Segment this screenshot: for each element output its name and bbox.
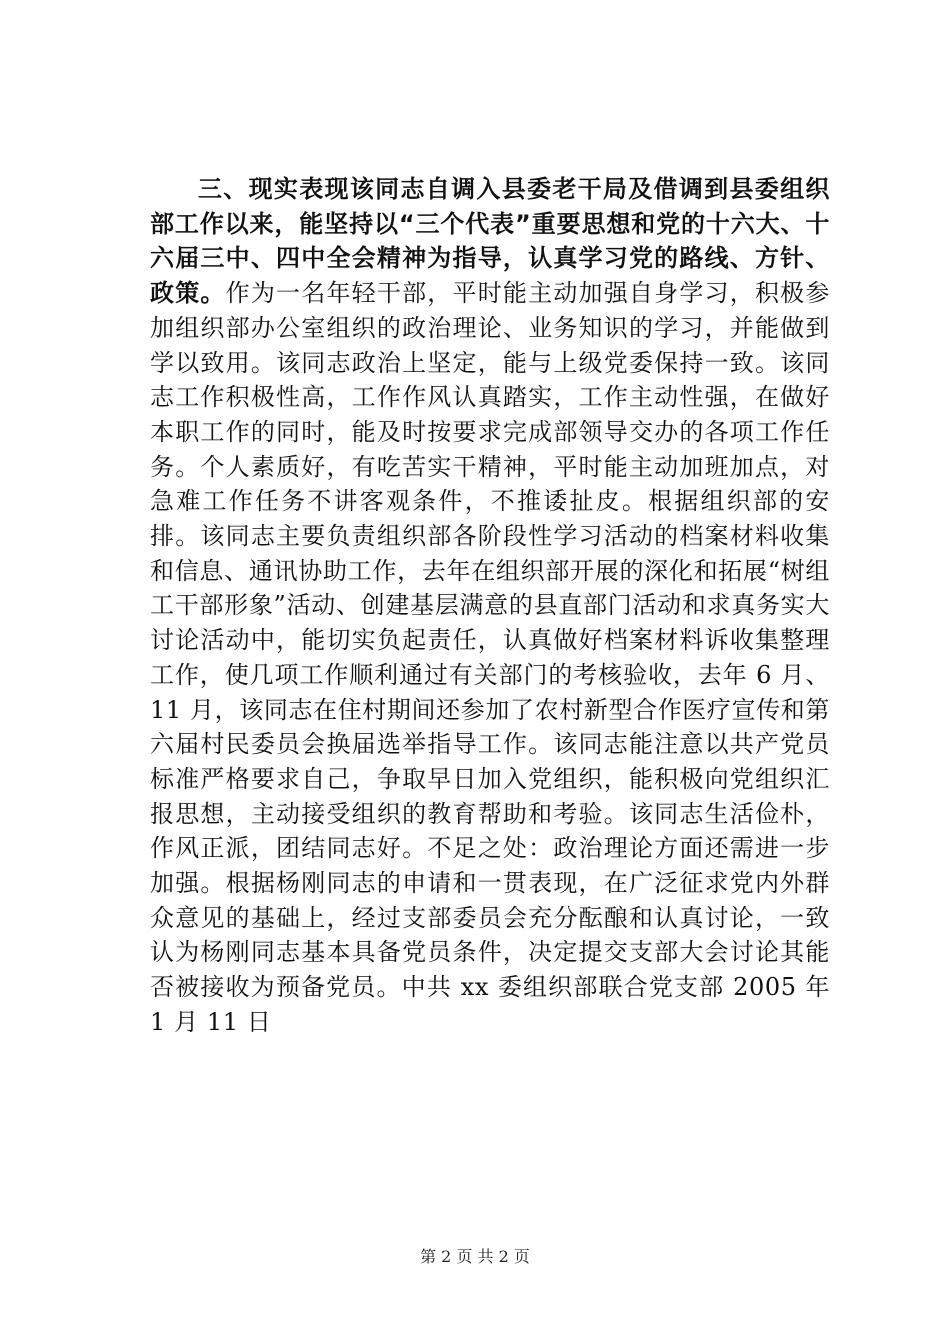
body-paragraph [150,172,830,1040]
paragraph-body: 作为一名年轻干部，平时能主动加强自身学习，积极参加组织部办公室组织的政治理论、业务知识的学习，并能做到学以致用。该同志政治上坚定，能与上级党委保持一致。该同志工作积极性高，工作作风认真踏实，工作主动性强，在做好本职工作的同时，能及时按要求完成部领导交办的各项工作任务。个人素质好，有吃苦实干精神，平时能主动加班加点，对急难工作任务不讲客观条件，不推诿扯皮。根据组织部的安排。该同志主要负责组织部各阶段性学习活动的档案材料收集和信息、通讯协助工作，去年在组织部开展的深化和拓展“树组工干部形象”活动、创建基层满意的县直部门活动和求真务实大讨论活动中，能切实负起责任，认真做好档案材料诉收集整理工作，使几项工作顺利通过有关部门的考核验收，去年 6 月、11 月，该同志在住村期间还参加了农村新型合作医疗宣传和第六届村民委员会换届选举指导工作。该同志能注意以共产党员标准严格要求自己，争取早日加入党组织，能积极向党组织汇报思想，主动接受组织的教育帮助和考验。该同志生活俭朴，作风正派，团结同志好。不足之处：政治理论方面还需进一步加强。根据杨刚同志的申请和一贯表现，在广泛征求党内外群众意见的基础上，经过支部委员会充分酝酿和认真讨论，一致认为杨刚同志基本具备党员条件，决定提交支部大会讨论其能否被接收为预备党员。中共 xx 委组织部联合党支部 2005 年 1 月 11 日 [150,279,830,1036]
paragraph-lead-bold: 三、现实表现该同志自调入县委老干局及借调到县委组织部工作以来，能坚持以“三个代表”重要思想和党的十六大、十六届三中、四中全会精神为指导，认真学习党的路线、方针、政策。 [150,175,830,308]
page-footer: 第 2 页 共 2 页 [420,1247,530,1266]
